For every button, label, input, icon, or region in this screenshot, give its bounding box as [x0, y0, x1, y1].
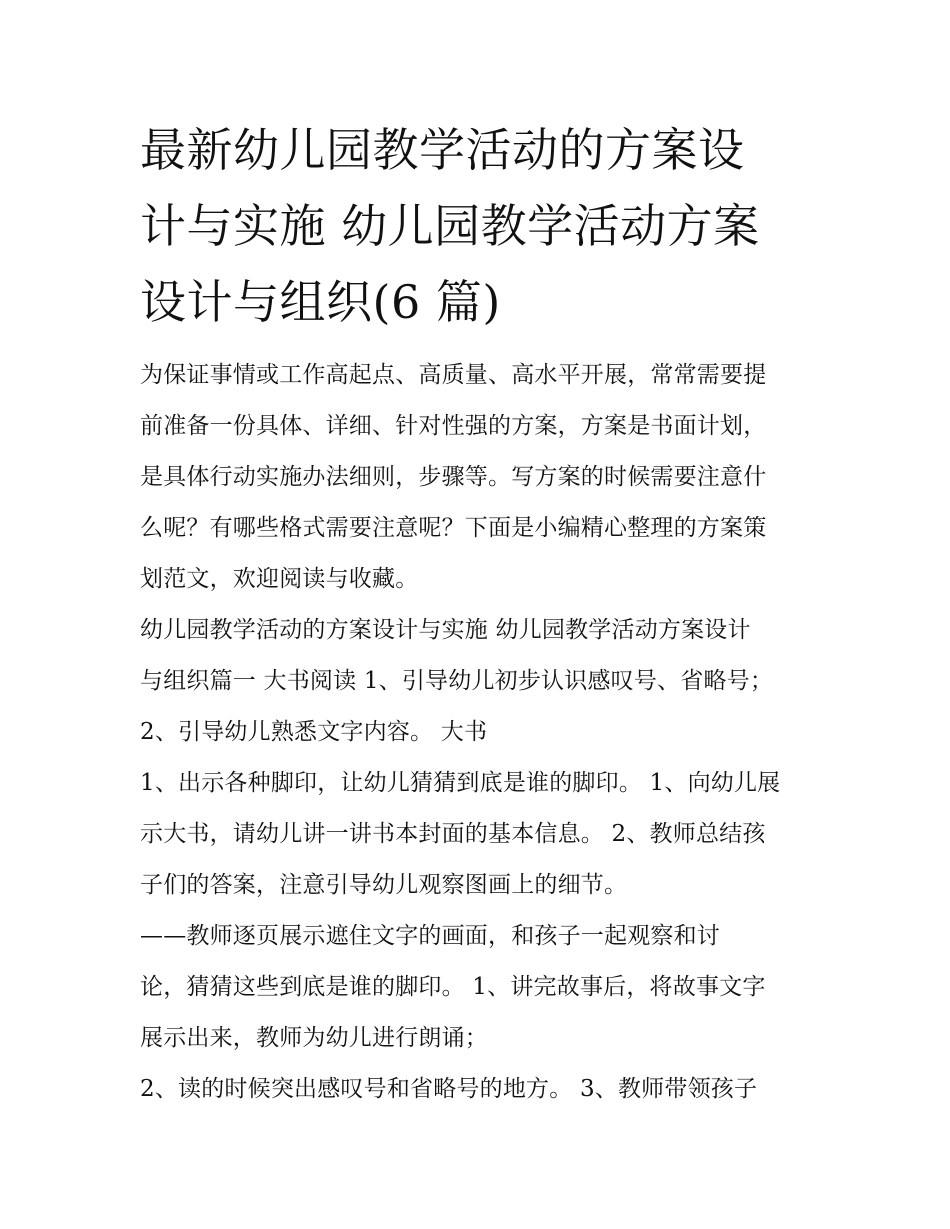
body-line-10: 示大书，请幼儿讲一讲书本封面的基本信息。 2、教师总结孩	[140, 821, 766, 847]
body-line-15: 2、读的时候突出感叹号和省略号的地方。 3、教师带领孩子	[140, 1076, 758, 1102]
body-line-7: 与组织篇一 大书阅读 1、引导幼儿初步认识感叹号、省略号；	[140, 668, 774, 694]
title-line-2: 计与实施 幼儿园教学活动方案	[140, 199, 760, 253]
document-content	[140, 112, 820, 1115]
body-line-9: 1、出示各种脚印，让幼儿猜猜到底是谁的脚印。 1、向幼儿展	[140, 770, 781, 796]
body-line-12: ——教师逐页展示遮住文字的画面，和孩子一起观察和讨	[140, 923, 720, 949]
document-body	[140, 350, 820, 1115]
body-line-4: 么呢？有哪些格式需要注意呢？下面是小编精心整理的方案策	[140, 515, 767, 541]
body-line-6: 幼儿园教学活动的方案设计与实施 幼儿园教学活动方案设计	[140, 617, 751, 643]
body-line-13: 论，猜猜这些到底是谁的脚印。 1、讲完故事后，将故事文字	[140, 974, 766, 1000]
title-line-1: 最新幼儿园教学活动的方案设	[140, 123, 745, 177]
body-line-3: 是具体行动实施办法细则，步骤等。写方案的时候需要注意什	[140, 464, 767, 490]
body-line-14: 展示出来，教师为幼儿进行朗诵；	[140, 1025, 488, 1051]
body-line-5: 划范文，欢迎阅读与收藏。	[140, 566, 419, 592]
body-line-11: 子们的答案，注意引导幼儿观察图画上的细节。	[140, 872, 628, 898]
body-line-8: 2、引导幼儿熟悉文字内容。 大书	[140, 719, 488, 745]
document-title	[140, 112, 820, 340]
body-line-1: 为保证事情或工作高起点、高质量、高水平开展，常常需要提	[140, 362, 767, 388]
body-line-2: 前准备一份具体、详细、针对性强的方案，方案是书面计划，	[140, 413, 767, 439]
title-line-3: 设计与组织(6 篇)	[140, 275, 501, 329]
